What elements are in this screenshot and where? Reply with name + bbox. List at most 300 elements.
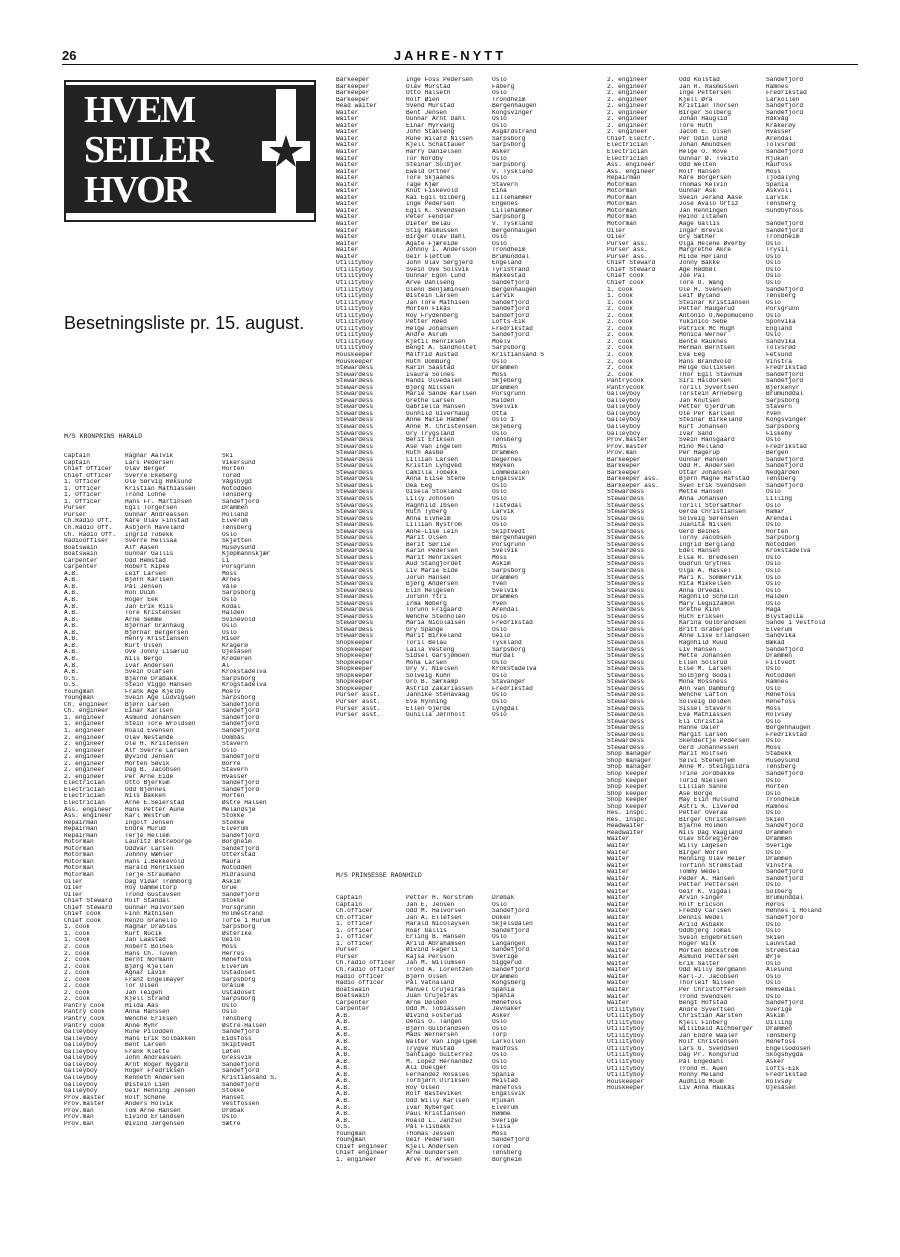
crew-name: Jan A. Ellefsen bbox=[406, 914, 462, 921]
crew-name: Sissel Stavern bbox=[679, 705, 731, 712]
crew-name: Arnt Roger Nygård bbox=[125, 1061, 189, 1068]
crew-name: Jan M. Willumsen bbox=[406, 960, 466, 967]
hometown: Elverum bbox=[222, 518, 248, 525]
crew-name: Petter Haugerud bbox=[679, 306, 735, 313]
crew-list-title: Besetningsliste pr. 15. august. bbox=[64, 313, 305, 333]
position: Utilityboy bbox=[336, 325, 374, 332]
crew-name: Terje Hellem bbox=[125, 832, 170, 839]
crew-name: Odd Welten bbox=[679, 162, 717, 169]
crew-name: Svein Hansgaard bbox=[679, 437, 735, 444]
hometown: Oslo bbox=[766, 502, 781, 509]
logo-line-2: SEILER bbox=[84, 129, 212, 171]
position: Utilityboy bbox=[607, 1039, 645, 1046]
crew-name: Jan Teigen bbox=[125, 989, 163, 996]
crew-name: Bjørnar Bergersen bbox=[125, 629, 189, 636]
crew-name: Grethe Kinn bbox=[679, 607, 720, 614]
crew-name: Rolf Ericson bbox=[679, 901, 724, 908]
position: Stewardess bbox=[607, 620, 645, 627]
crew-name: Gunnar Gallis bbox=[125, 551, 174, 558]
crew-name: Øyvind Jensen bbox=[125, 754, 174, 761]
position: 2. engineer bbox=[607, 96, 648, 103]
crew-name: Ivar Nyberget bbox=[406, 1104, 455, 1111]
position: Stewardess bbox=[607, 633, 645, 640]
position: Waiter bbox=[336, 168, 359, 175]
position: Stewardess bbox=[336, 417, 374, 424]
crew-name: Bjørg Nilssen bbox=[406, 384, 455, 391]
position: Pantry cook bbox=[64, 1016, 105, 1023]
position: 2. cook bbox=[607, 319, 633, 326]
crew-name: Ove Jonny Lisærud bbox=[125, 649, 189, 656]
hometown: Sandefjord bbox=[222, 498, 260, 505]
hometown: Ustadoset bbox=[222, 989, 256, 996]
crew-name: Marit Henriksen bbox=[406, 554, 462, 561]
position: Ass. engineer bbox=[64, 813, 113, 820]
position: 2. engineer bbox=[607, 77, 648, 83]
crew-name: Frank Klette bbox=[125, 1048, 170, 1055]
crew-name: Åge Rødbøl bbox=[679, 266, 717, 273]
position: Barkeeper bbox=[336, 90, 370, 97]
position: Pantry cook bbox=[64, 1009, 105, 1016]
hometown: Svinevold bbox=[222, 616, 256, 623]
ship-heading-kronprins-harald: M/S KRONPRINS HARALD bbox=[64, 433, 143, 440]
position: Waiter bbox=[607, 954, 630, 961]
hometown: Sverige bbox=[766, 1006, 792, 1013]
hometown: Oslo bbox=[492, 1025, 507, 1032]
crew-name: Patrick Mc Hugh bbox=[679, 325, 735, 332]
position: Stewardess bbox=[336, 476, 374, 483]
hometown: Drammen bbox=[492, 384, 518, 391]
position: Stewardess bbox=[336, 554, 374, 561]
crew-name: Peter Fendler bbox=[406, 214, 455, 221]
crew-name: Egil K. Svendsen bbox=[406, 207, 466, 214]
crew-name: Kurt Johansen bbox=[679, 423, 728, 430]
hometown: Trondheim bbox=[492, 247, 526, 254]
hometown: Østerike bbox=[222, 930, 252, 937]
crew-name: Gunhild Giverhaug bbox=[406, 410, 470, 417]
position: Stewardess bbox=[336, 607, 374, 614]
position: 2. engineer bbox=[607, 83, 648, 90]
position: Shop keeper bbox=[607, 790, 648, 797]
hometown: Røyken bbox=[492, 463, 515, 470]
crew-name: Kristian Thorsen bbox=[679, 103, 739, 110]
crew-name: Gry Sæther bbox=[679, 234, 717, 241]
hometown: Tolvsrød bbox=[766, 345, 796, 352]
hometown: Krøderen bbox=[222, 655, 252, 662]
crew-name: Renzo Granello bbox=[125, 917, 177, 924]
hometown: Gressvik bbox=[222, 1055, 252, 1062]
hometown: Engenes bbox=[492, 201, 518, 208]
position: Waiter bbox=[336, 194, 359, 201]
hometown: Bergen bbox=[766, 450, 789, 457]
crew-name: Turid Nielsen bbox=[679, 777, 728, 784]
position: Waiter bbox=[607, 888, 630, 895]
hometown: Larvik bbox=[492, 509, 515, 516]
position: A.B. bbox=[64, 636, 79, 643]
hometown: Sandefjord bbox=[492, 332, 530, 339]
hometown: Oslo bbox=[492, 692, 507, 699]
position: Stewardess bbox=[336, 397, 374, 404]
crew-name: Johan Amundsen bbox=[679, 142, 731, 149]
hometown: Hønefoss bbox=[766, 1039, 796, 1046]
crew-name: Torill Storsæther bbox=[679, 502, 743, 509]
hometown: Sandefjord bbox=[492, 967, 530, 974]
hometown: Askim bbox=[222, 878, 241, 885]
crew-name: Jan E. Jensen bbox=[406, 901, 455, 908]
hometown: Trysil bbox=[766, 247, 789, 254]
hometown: Hvasser bbox=[766, 129, 792, 136]
crew-name: Kristian Mathiassen bbox=[125, 485, 196, 492]
position: Motorman bbox=[607, 194, 637, 201]
position: Chief cook bbox=[64, 917, 102, 924]
position: A.B. bbox=[64, 629, 79, 636]
position: Stewardess bbox=[336, 626, 374, 633]
hometown: Sandefjord bbox=[222, 701, 260, 708]
hometown: Sandefjord bbox=[766, 823, 804, 830]
position: 2. cook bbox=[607, 332, 633, 339]
crew-name: Solbjørg Godal bbox=[679, 672, 731, 679]
position: 2. engineer bbox=[607, 103, 648, 110]
hometown: Oslo bbox=[492, 155, 507, 162]
crew-name: Hans Brandvold bbox=[679, 358, 731, 365]
hometown: Notodden bbox=[766, 672, 796, 679]
position: Motorman bbox=[607, 221, 637, 228]
crew-name: Torill Syvertsen bbox=[679, 384, 739, 391]
position: 1. Officer bbox=[64, 492, 102, 499]
hometown: Svelvik bbox=[492, 548, 518, 555]
crew-name: Gunnar Egon Lund bbox=[406, 273, 466, 280]
crew-name: Tage Kjær bbox=[406, 181, 440, 188]
position: Electrician bbox=[607, 142, 648, 149]
crew-name: Anne Marie Hammer bbox=[406, 417, 470, 424]
crew-name: Jacob E. Olsen bbox=[679, 129, 731, 136]
crew-name: Dea Eeg bbox=[406, 482, 432, 489]
crew-name: Aud Stangjordet bbox=[406, 561, 462, 568]
position: Motorman bbox=[64, 858, 94, 865]
position: Motorman bbox=[607, 188, 637, 195]
position: Houskeeper bbox=[607, 1085, 645, 1092]
hometown: Horten bbox=[222, 793, 245, 800]
position: A.B. bbox=[64, 669, 79, 676]
position: Utilityboy bbox=[336, 293, 374, 300]
position: Stewardess bbox=[336, 528, 374, 535]
hometown: Bjerkenyr bbox=[766, 384, 800, 391]
position: 2. cook bbox=[607, 338, 633, 345]
position: Stewardess bbox=[336, 613, 374, 620]
crew-name: Ellen Solsrud bbox=[679, 659, 728, 666]
hometown: Hønnes i Holand bbox=[766, 908, 822, 915]
crew-name: Rolf Schøne bbox=[125, 1094, 166, 1101]
hometown: Skjelsdalen bbox=[492, 921, 533, 928]
crew-name: Dag B. Jacobsen bbox=[125, 767, 181, 774]
logo-line-1: HVEM bbox=[84, 89, 195, 131]
position: Stewardess bbox=[336, 456, 374, 463]
position: Electrician bbox=[607, 155, 648, 162]
position: Stewardess bbox=[607, 502, 645, 509]
position: Prov.master bbox=[64, 1094, 105, 1101]
hometown: Oslo bbox=[492, 1058, 507, 1065]
hometown: Askim bbox=[492, 561, 511, 568]
hometown: Engelsodosen bbox=[766, 1045, 811, 1052]
crew-name: Jan Knutsen bbox=[679, 397, 720, 404]
crew-name: Rolf Basteviken bbox=[406, 1091, 462, 1098]
position: Purser bbox=[64, 505, 87, 512]
position: Waiter bbox=[607, 1000, 630, 1007]
hometown: Oslo bbox=[766, 312, 781, 319]
hometown: Stokke bbox=[222, 898, 245, 905]
hometown: Sandefjord bbox=[492, 947, 530, 954]
hometown: Drammen bbox=[766, 653, 792, 660]
hometown: Østre Halsen bbox=[222, 799, 267, 806]
crew-name: Per Arne Eide bbox=[125, 773, 174, 780]
hometown: Vågsbygd bbox=[222, 479, 252, 486]
position: Houskeeper bbox=[607, 1078, 645, 1085]
position: 2. cook bbox=[607, 358, 633, 365]
position: 1. Officer bbox=[64, 479, 102, 486]
hometown: Kodal bbox=[222, 603, 241, 610]
crew-name: Sidsel Garsjømoen bbox=[406, 653, 470, 660]
hometown: Notodden bbox=[222, 865, 252, 872]
crew-name: Roy Olsen bbox=[406, 1084, 440, 1091]
position: Electrician bbox=[64, 786, 105, 793]
position: Utilityboy bbox=[336, 279, 374, 286]
position: 2. engineer bbox=[64, 734, 105, 741]
hometown: Sandefjord bbox=[766, 482, 804, 489]
crew-name: Britt Gråberget bbox=[679, 626, 735, 633]
crew-name: Mads Wernersen bbox=[406, 1032, 458, 1039]
crew-name: Karina Gulbrandsen bbox=[679, 620, 746, 627]
crew-name: Arve Dahlseng bbox=[406, 279, 455, 286]
crew-name: Åsmund Johansen bbox=[125, 714, 181, 721]
crew-name: Arild Abrahamsen bbox=[406, 940, 466, 947]
position: Electrician bbox=[64, 793, 105, 800]
crew-table-col1 bbox=[64, 453, 314, 1127]
position: Utilityboy bbox=[336, 286, 374, 293]
position: Chief cook bbox=[607, 279, 645, 286]
crew-name: Ole Per Karlsen bbox=[679, 410, 735, 417]
position: 1. officer bbox=[336, 934, 374, 941]
crew-name: Torbjørn Ulriksen bbox=[406, 1078, 470, 1085]
crew-name: Elsa R. Bredesen bbox=[679, 554, 739, 561]
hometown: Oslo bbox=[766, 437, 781, 444]
crew-name: Torfinn Strømstad bbox=[679, 862, 743, 869]
position: Shopkeeper bbox=[336, 685, 374, 692]
hometown: Larkollen bbox=[766, 96, 800, 103]
hometown: Oslo bbox=[492, 515, 507, 522]
crew-name: Asmund Pettersen bbox=[679, 954, 739, 961]
crew-name: Solveig Dølden bbox=[679, 698, 731, 705]
hometown: Sandefjord bbox=[766, 869, 804, 876]
position: O.S. bbox=[64, 675, 79, 682]
crew-name: Geir Henning Jensen bbox=[125, 1088, 196, 1095]
position: Stewardess bbox=[336, 489, 374, 496]
position: Waiter bbox=[336, 221, 359, 228]
position: Waiter bbox=[336, 188, 359, 195]
crew-name: Kjell Andersen bbox=[406, 1143, 458, 1150]
hometown: Moss bbox=[766, 705, 781, 712]
hometown: Drammen bbox=[492, 594, 518, 601]
hometown: Sarpsborg bbox=[222, 590, 256, 597]
position: A.B. bbox=[64, 597, 79, 604]
position: Stewardess bbox=[607, 541, 645, 548]
hometown: Tønsberg bbox=[222, 1016, 252, 1023]
hometown: Sandefjord bbox=[222, 891, 260, 898]
crew-name: Bente Rauknes bbox=[679, 338, 728, 345]
position: Utilityboy bbox=[336, 345, 374, 352]
crew-name: Hans Fr. Martinsen bbox=[125, 498, 192, 505]
crew-name: Walter Van Ingelgem bbox=[406, 1039, 477, 1046]
crew-name: Ottar Johansen bbox=[679, 469, 731, 476]
hometown: Svelvik bbox=[492, 587, 518, 594]
crew-name: Hans Petter Aune bbox=[125, 806, 185, 813]
crew-name: Sverre Ekeberg bbox=[125, 472, 177, 479]
position: Stewardess bbox=[336, 443, 374, 450]
crew-name: Ingar Brevik bbox=[679, 227, 724, 234]
position: Galleyboy bbox=[607, 410, 641, 417]
hometown: Oslo bbox=[222, 1009, 237, 1016]
crew-name: Torny Jacobsen bbox=[679, 535, 731, 542]
hometown: Ramnes bbox=[766, 679, 789, 686]
position: Stewardess bbox=[336, 450, 374, 457]
position: Stewardess bbox=[607, 640, 645, 647]
crew-name: Anna Elvheim bbox=[406, 515, 451, 522]
crew-name: Gry Spange bbox=[406, 626, 444, 633]
position: Stewardess bbox=[336, 502, 374, 509]
crew-name: Roar Gallis bbox=[406, 927, 447, 934]
crew-name: Liv Hansen bbox=[679, 646, 717, 653]
hometown: Tønsberg bbox=[766, 1032, 796, 1039]
hometown: Lauvstad bbox=[766, 941, 796, 948]
crew-name: Anne-Lise Lein bbox=[406, 528, 458, 535]
position: Stewardess bbox=[607, 659, 645, 666]
position: Utilityboy bbox=[607, 1019, 645, 1026]
crew-name: Trygve Rustad bbox=[406, 1045, 455, 1052]
position: Prov.man bbox=[607, 450, 637, 457]
crew-name: Edel Hansen bbox=[679, 548, 720, 555]
hometown: Drammen bbox=[766, 836, 792, 843]
position: Ch.radio officer bbox=[336, 967, 396, 974]
position: Waiter bbox=[607, 973, 630, 980]
hometown: Oslo 1 bbox=[492, 417, 515, 424]
position: Houskeeper bbox=[336, 358, 374, 365]
position: 2. engineer bbox=[607, 116, 648, 123]
hometown: Kristiansand S bbox=[492, 351, 544, 358]
hometown: Krokstadelva bbox=[766, 548, 811, 555]
crew-name: Ragnar Drabløs bbox=[125, 924, 177, 931]
hometown: Notodden bbox=[766, 541, 796, 548]
crew-name: Maria Nicolaisen bbox=[406, 620, 466, 627]
crew-name: Lars Pedersen bbox=[125, 459, 174, 466]
crew-name: Anna Elise Stene bbox=[406, 476, 466, 483]
crew-name: Rino Melland bbox=[679, 443, 724, 450]
crew-name: Ivar Sand bbox=[679, 430, 713, 437]
position: Utilityboy bbox=[607, 1013, 645, 1020]
crew-row bbox=[336, 1157, 586, 1164]
position: A.B. bbox=[64, 623, 79, 630]
crew-name: Roger Wilk bbox=[679, 941, 717, 948]
position: Stewardess bbox=[607, 568, 645, 575]
crew-name: Erling B. Hansen bbox=[406, 934, 466, 941]
crew-name: Endre Murud bbox=[125, 826, 166, 833]
hometown: Sandefjord bbox=[492, 908, 530, 915]
position: 1. engineer bbox=[64, 727, 105, 734]
crew-name: Ewald Ortner bbox=[406, 168, 451, 175]
hometown: Askvoll bbox=[766, 188, 792, 195]
position: Shop keeper bbox=[607, 770, 648, 777]
crew-name: Bjarne Holmen bbox=[679, 823, 728, 830]
hometown: Hurdal bbox=[492, 653, 515, 660]
hometown: Torød bbox=[492, 1143, 511, 1150]
position: Captain bbox=[336, 895, 362, 901]
position: Galleyboy bbox=[64, 1074, 98, 1081]
hometown: Drøbak bbox=[222, 1107, 245, 1114]
crew-name: Kjell Øra bbox=[679, 96, 713, 103]
hometown: Hvasser bbox=[222, 773, 248, 780]
position: Barkeeper bbox=[607, 456, 641, 463]
hometown: Sarpsborg bbox=[766, 397, 800, 404]
crew-name: Ali Duelger bbox=[406, 1065, 447, 1072]
position: Radio officer bbox=[336, 973, 385, 980]
hometown: Oslo bbox=[492, 234, 507, 241]
position: 2. cook bbox=[64, 950, 90, 957]
hometown: Stavern bbox=[222, 741, 248, 748]
crew-name: Berit Sørlie bbox=[406, 541, 451, 548]
hometown: Asker bbox=[766, 1059, 785, 1066]
hometown: Oslo bbox=[222, 629, 237, 636]
crew-row bbox=[607, 1085, 859, 1092]
crew-name: Juanita Nilsen bbox=[679, 522, 731, 529]
position: 2. cook bbox=[607, 345, 633, 352]
hometown: Sandefjord bbox=[492, 927, 530, 934]
crew-name: Geir Pedersen bbox=[406, 1137, 455, 1144]
position: Shopkeeper bbox=[336, 672, 374, 679]
position: 1. cook bbox=[607, 293, 633, 300]
crew-name: Glenn Benjaminsen bbox=[406, 286, 470, 293]
hometown: Hamar bbox=[766, 509, 785, 516]
hometown: Oslo bbox=[766, 738, 781, 745]
hometown: Krokstadelva bbox=[222, 669, 267, 676]
crew-name: Karl Westrum bbox=[125, 813, 170, 820]
position: Stewardess bbox=[607, 685, 645, 692]
hometown: Rakkestad bbox=[492, 273, 526, 280]
position: Galleyboy bbox=[607, 397, 641, 404]
position: Motorman bbox=[607, 207, 637, 214]
position: Stewardess bbox=[336, 548, 374, 555]
hometown: Sandefjord bbox=[766, 221, 804, 228]
hometown: Sarpsborg bbox=[222, 996, 256, 1003]
hometown: Larvik bbox=[492, 293, 515, 300]
position: Waiter bbox=[607, 836, 630, 843]
crew-name: Ragnhild Ruud bbox=[679, 640, 728, 647]
position: Waiter bbox=[607, 875, 630, 882]
hometown: Sandefjord bbox=[766, 915, 804, 921]
position: 2. engineer bbox=[607, 109, 648, 116]
hometown: Oslo bbox=[766, 273, 781, 280]
crew-name: Jan Endre Waaler bbox=[679, 1032, 739, 1039]
hometown: Rjukan bbox=[766, 155, 789, 162]
position: Captain bbox=[64, 459, 90, 466]
hometown: Jevnaker bbox=[492, 1006, 522, 1013]
hometown: Hønefoss bbox=[222, 957, 252, 964]
crew-name: Ruth Aasbø bbox=[406, 450, 444, 457]
position: A.B. bbox=[336, 1032, 351, 1039]
hometown: Tønsberg bbox=[766, 476, 796, 483]
crew-name: Bjørn Olsen bbox=[406, 973, 447, 980]
position: Stewardess bbox=[336, 535, 374, 542]
crew-name: Bjørg Andersen bbox=[406, 581, 458, 588]
crew-name: Bjørn Karlsen bbox=[125, 577, 174, 584]
crew-name: Morten Bøckstrøm bbox=[679, 947, 739, 954]
crew-name: Roger Fredriksen bbox=[125, 1068, 185, 1075]
